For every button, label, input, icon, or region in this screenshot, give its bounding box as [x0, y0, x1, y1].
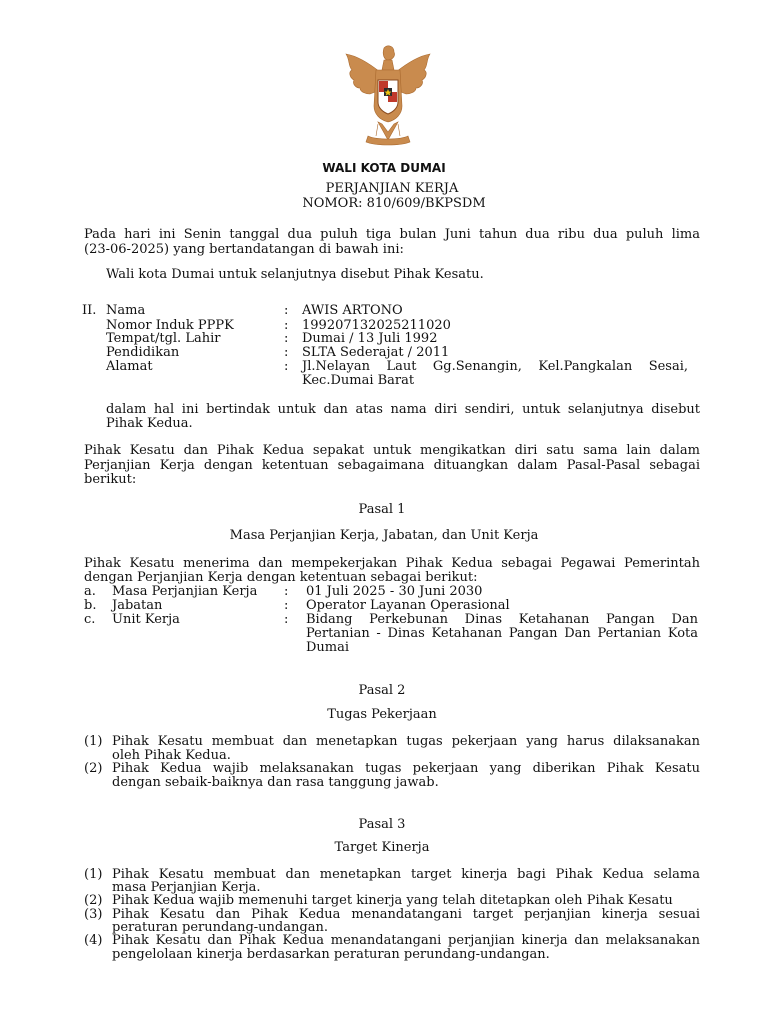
party-two-numeral: II. — [82, 303, 97, 318]
document-title: PERJANJIAN KERJA — [325, 181, 459, 196]
pasal-1-title: Masa Perjanjian Kerja, Jabatan, dan Unit Kerja — [229, 528, 539, 543]
garuda-emblem-icon — [340, 44, 436, 152]
pasal-3-title: Target Kinerja — [334, 840, 430, 855]
item-colon: : — [284, 598, 289, 613]
item-text: dengan sebaik-baiknya dan rasa tanggung jawab. — [112, 775, 439, 790]
pasal-2-number: Pasal 2 — [358, 683, 406, 698]
item-marker: (3) — [84, 907, 103, 922]
item-label: Jabatan — [112, 598, 163, 613]
item-text: pengelolaan kinerja berdasarkan peraturan perundang-undangan. — [112, 947, 550, 962]
party-one-statement: Wali kota Dumai untuk selanjutnya disebut Pihak Kesatu. — [106, 267, 484, 282]
pasal-3-number: Pasal 3 — [358, 817, 406, 832]
field-value: Jl.Nelayan Laut Gg.Senangin, Kel.Pangkalan Sesai, — [302, 359, 688, 374]
field-label: Pendidikan — [106, 345, 180, 360]
pasal-1-number: Pasal 1 — [358, 502, 406, 517]
authority-heading: WALI KOTA DUMAI — [322, 161, 446, 175]
agreement-line-3: berikut: — [84, 472, 137, 487]
item-marker: (4) — [84, 933, 103, 948]
item-colon: : — [284, 584, 289, 599]
item-marker: (1) — [84, 734, 103, 749]
field-label: Tempat/tgl. Lahir — [106, 331, 221, 346]
item-colon: : — [284, 612, 289, 627]
item-marker: (1) — [84, 867, 103, 882]
document-number: NOMOR: 810/609/BKPSDM — [302, 196, 486, 211]
field-value: SLTA Sederajat / 2011 — [302, 345, 450, 360]
pasal-1-line-1: Pihak Kesatu menerima dan mempekerjakan Pihak Kedua sebagai Pegawai Pemerintah — [84, 556, 700, 571]
item-marker: b. — [84, 598, 97, 613]
item-label: Unit Kerja — [112, 612, 180, 627]
intro-line-1: Pada hari ini Senin tanggal dua puluh tiga bulan Juni tahun dua ribu dua puluh lima — [84, 227, 700, 242]
pasal-1-line-2: dengan Perjanjian Kerja dengan ketentuan sebagai berikut: — [84, 570, 478, 585]
item-text: oleh Pihak Kedua. — [112, 748, 231, 763]
party-two-closing-2: Pihak Kedua. — [106, 416, 193, 431]
field-value: Dumai / 13 Juli 1992 — [302, 331, 438, 346]
pasal-2-title: Tugas Pekerjaan — [327, 707, 437, 722]
item-label: Masa Perjanjian Kerja — [112, 584, 258, 599]
item-value: Dumai — [306, 640, 350, 655]
item-marker: a. — [84, 584, 96, 599]
agreement-line-1: Pihak Kesatu dan Pihak Kedua sepakat untuk mengikatkan diri satu sama lain dalam — [84, 443, 700, 458]
field-value-continued: Kec.Dumai Barat — [302, 373, 415, 388]
intro-line-2: (23-06-2025) yang bertandatangan di bawah ini: — [84, 242, 404, 257]
party-two-closing-1: dalam hal ini bertindak untuk dan atas nama diri sendiri, untuk selanjutnya disebut — [106, 402, 700, 417]
item-text: Pihak Kedua wajib melaksanakan tugas pekerjaan yang diberikan Pihak Kesatu — [112, 761, 700, 776]
field-colon: : — [284, 303, 289, 318]
item-value: Pertanian - Dinas Ketahanan Pangan Dan Pertanian Kota — [306, 626, 698, 641]
item-text: peraturan perundang-undangan. — [112, 920, 328, 935]
field-colon: : — [284, 359, 289, 374]
item-text: Pihak Kedua wajib memenuhi target kinerja yang telah ditetapkan oleh Pihak Kesatu — [112, 893, 673, 908]
item-value: Bidang Perkebunan Dinas Ketahanan Pangan Dan — [306, 612, 698, 627]
item-marker: (2) — [84, 893, 103, 908]
field-value: AWIS ARTONO — [302, 303, 403, 318]
item-value: Operator Layanan Operasional — [306, 598, 510, 613]
item-marker: c. — [84, 612, 96, 627]
field-label: Nama — [106, 303, 146, 318]
field-label: Nomor Induk PPPK — [106, 318, 234, 333]
item-text: masa Perjanjian Kerja. — [112, 880, 261, 895]
item-text: Pihak Kesatu dan Pihak Kedua menandatangani perjanjian kinerja dan melaksanakan — [112, 933, 700, 948]
field-colon: : — [284, 345, 289, 360]
item-text: Pihak Kesatu membuat dan menetapkan tugas pekerjaan yang harus dilaksanakan — [112, 734, 700, 749]
item-text: Pihak Kesatu dan Pihak Kedua menandatangani target perjanjian kinerja sesuai — [112, 907, 700, 922]
field-colon: : — [284, 318, 289, 333]
agreement-line-2: Perjanjian Kerja dengan ketentuan sebagaimana dituangkan dalam Pasal-Pasal sebagai — [84, 458, 700, 473]
item-value: 01 Juli 2025 - 30 Juni 2030 — [306, 584, 483, 599]
item-marker: (2) — [84, 761, 103, 776]
field-colon: : — [284, 331, 289, 346]
field-value: 199207132025211020 — [302, 318, 451, 333]
item-text: Pihak Kesatu membuat dan menetapkan target kinerja bagi Pihak Kedua selama — [112, 867, 700, 882]
field-label: Alamat — [106, 359, 153, 374]
